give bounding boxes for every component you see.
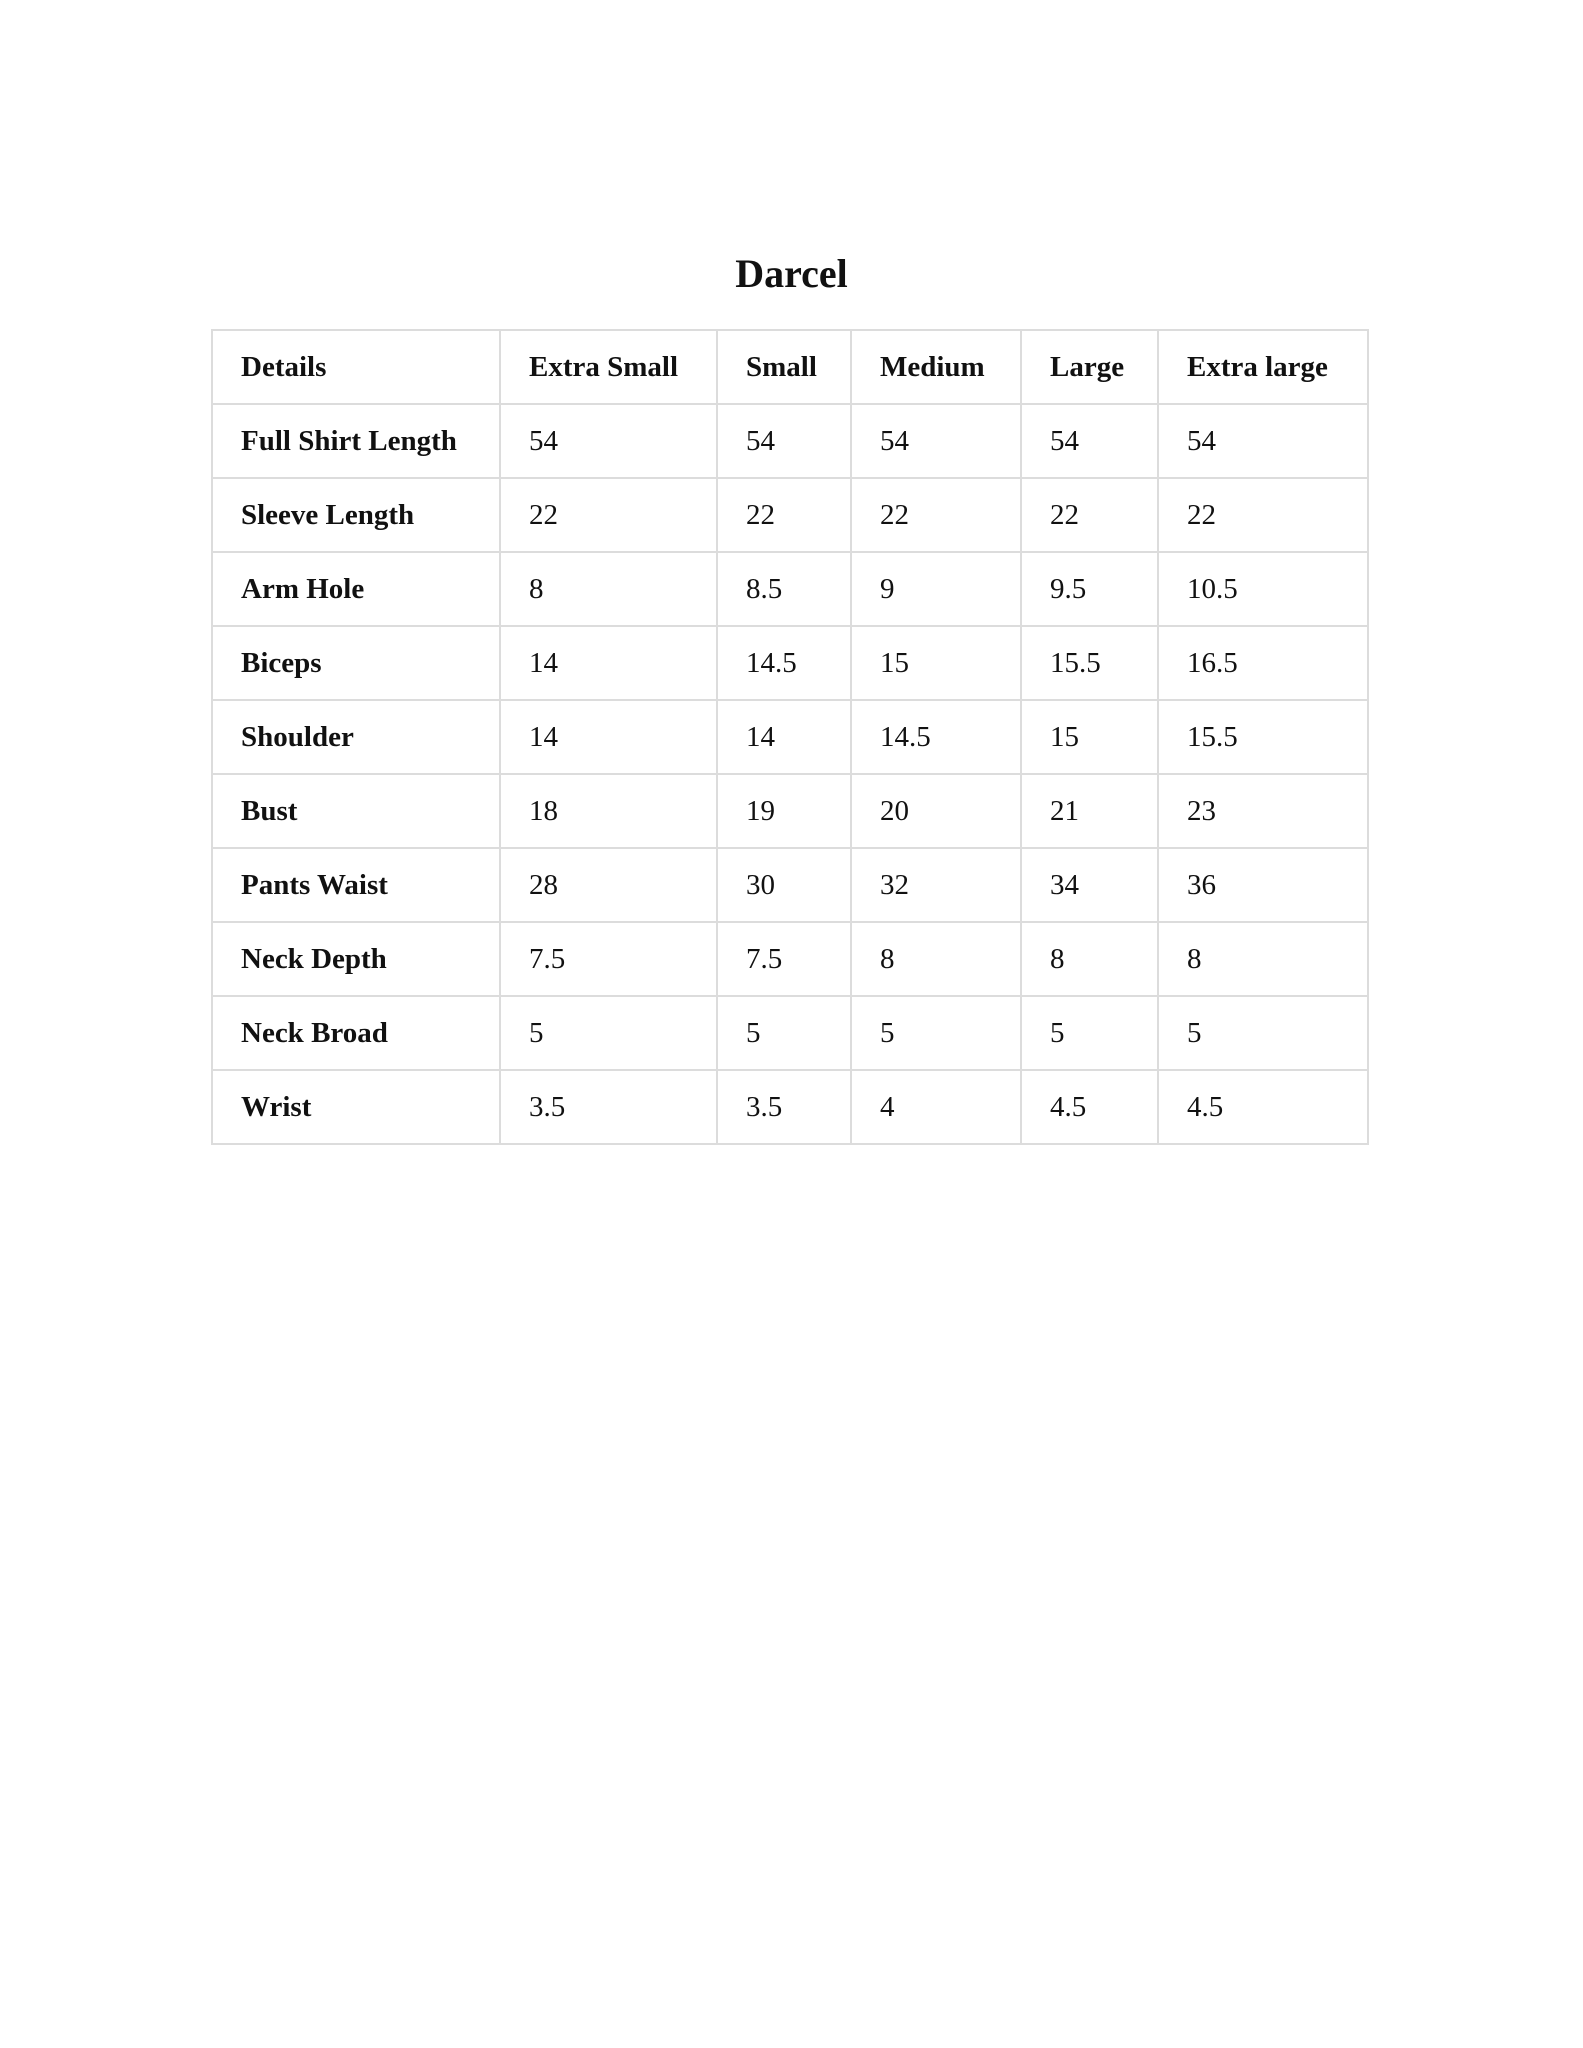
size-chart-table <box>211 329 1369 1145</box>
table-cell: 7.5 <box>500 922 717 996</box>
table-cell: 30 <box>717 848 851 922</box>
table-cell: 15 <box>1021 700 1158 774</box>
table-cell: 54 <box>1021 404 1158 478</box>
row-label: Wrist <box>212 1070 500 1144</box>
row-label: Neck Depth <box>212 922 500 996</box>
table-cell: 8 <box>1158 922 1368 996</box>
table-cell: 34 <box>1021 848 1158 922</box>
table-cell: 4 <box>851 1070 1021 1144</box>
table-row <box>212 552 1368 626</box>
table-cell: 14 <box>500 626 717 700</box>
table-row <box>212 996 1368 1070</box>
column-header-extra-small: Extra Small <box>500 330 717 404</box>
table-cell: 22 <box>500 478 717 552</box>
table-cell: 5 <box>500 996 717 1070</box>
table-row <box>212 404 1368 478</box>
column-header-extra-large: Extra large <box>1158 330 1368 404</box>
column-header-large: Large <box>1021 330 1158 404</box>
table-cell: 8 <box>500 552 717 626</box>
table-cell: 15 <box>851 626 1021 700</box>
table-cell: 22 <box>717 478 851 552</box>
table-cell: 23 <box>1158 774 1368 848</box>
table-cell: 14.5 <box>717 626 851 700</box>
table-cell: 15.5 <box>1158 700 1368 774</box>
table-cell: 7.5 <box>717 922 851 996</box>
table-cell: 14 <box>717 700 851 774</box>
row-label: Neck Broad <box>212 996 500 1070</box>
document-title: Darcel <box>735 251 848 296</box>
table-cell: 5 <box>1158 996 1368 1070</box>
table-cell: 4.5 <box>1158 1070 1368 1144</box>
table-cell: 5 <box>717 996 851 1070</box>
row-label: Pants Waist <box>212 848 500 922</box>
table-row <box>212 626 1368 700</box>
table-cell: 10.5 <box>1158 552 1368 626</box>
table-row <box>212 922 1368 996</box>
column-header-medium: Medium <box>851 330 1021 404</box>
table-cell: 28 <box>500 848 717 922</box>
table-cell: 16.5 <box>1158 626 1368 700</box>
column-header-details: Details <box>212 330 500 404</box>
table-cell: 5 <box>851 996 1021 1070</box>
table-cell: 32 <box>851 848 1021 922</box>
table-cell: 54 <box>500 404 717 478</box>
table-row <box>212 1070 1368 1144</box>
row-label: Bust <box>212 774 500 848</box>
table-cell: 22 <box>851 478 1021 552</box>
table-cell: 8 <box>851 922 1021 996</box>
table-row <box>212 700 1368 774</box>
table-cell: 54 <box>851 404 1021 478</box>
table-cell: 54 <box>717 404 851 478</box>
row-label: Shoulder <box>212 700 500 774</box>
table-cell: 3.5 <box>717 1070 851 1144</box>
table-cell: 3.5 <box>500 1070 717 1144</box>
table-row <box>212 774 1368 848</box>
table-cell: 8 <box>1021 922 1158 996</box>
column-header-small: Small <box>717 330 851 404</box>
row-label: Arm Hole <box>212 552 500 626</box>
table-cell: 21 <box>1021 774 1158 848</box>
table-cell: 36 <box>1158 848 1368 922</box>
row-label: Biceps <box>212 626 500 700</box>
table-cell: 5 <box>1021 996 1158 1070</box>
table-cell: 14 <box>500 700 717 774</box>
table-cell: 8.5 <box>717 552 851 626</box>
table-cell: 4.5 <box>1021 1070 1158 1144</box>
row-label: Full Shirt Length <box>212 404 500 478</box>
table-cell: 19 <box>717 774 851 848</box>
row-label: Sleeve Length <box>212 478 500 552</box>
table-header-row <box>212 330 1368 404</box>
table-cell: 54 <box>1158 404 1368 478</box>
table-row <box>212 478 1368 552</box>
table-cell: 20 <box>851 774 1021 848</box>
table-cell: 22 <box>1021 478 1158 552</box>
table-cell: 9.5 <box>1021 552 1158 626</box>
table-cell: 18 <box>500 774 717 848</box>
table-row <box>212 848 1368 922</box>
table-cell: 14.5 <box>851 700 1021 774</box>
table-cell: 15.5 <box>1021 626 1158 700</box>
table-cell: 9 <box>851 552 1021 626</box>
table-cell: 22 <box>1158 478 1368 552</box>
